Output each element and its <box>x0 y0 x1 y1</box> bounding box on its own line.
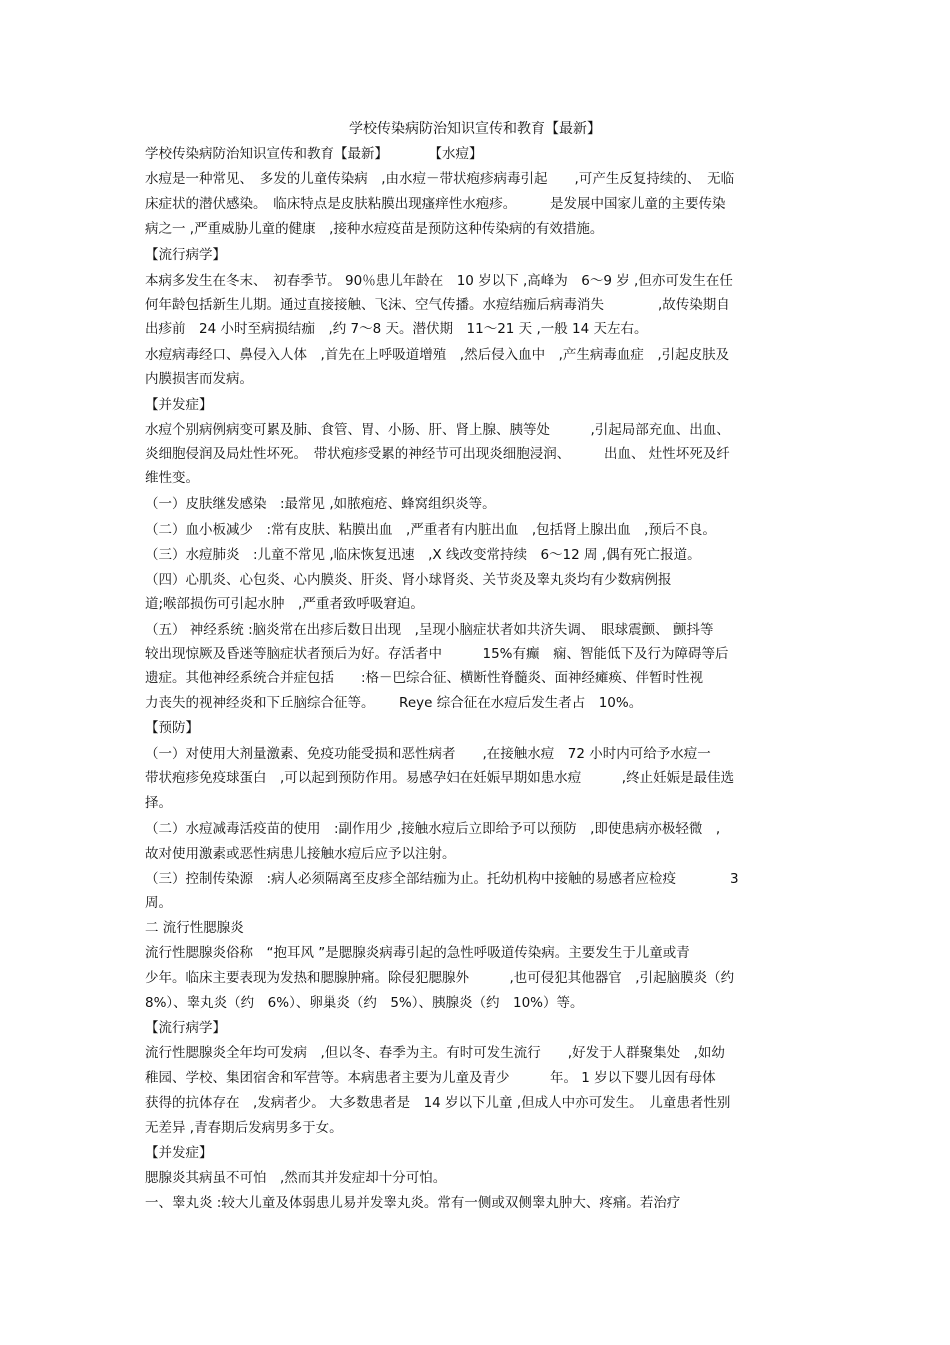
text-line: 何年龄包括新生儿期。通过直接接触、飞沫、空气传播。水痘结痂后病毒消失 ,故传染期自 <box>145 297 730 313</box>
section-heading: 【流行病学】 <box>145 247 226 263</box>
text-line: 8%）、睾丸炎（约 6%）、卵巢炎（约 5%）、胰腺炎（约 10%）等。 <box>145 995 584 1011</box>
text-line: （一）皮肤继发感染 :最常见 ,如脓疱疮、蜂窝组织炎等。 <box>145 496 496 512</box>
text-line: 内膜损害而发病。 <box>145 371 253 387</box>
text-line: 流行性腮腺炎全年均可发病 ,但以冬、春季为主。有时可发生流行 ,好发于人群聚集处 ,如幼 <box>145 1045 725 1061</box>
text-line: 少年。临床主要表现为发热和腮腺肿痛。除侵犯腮腺外 ,也可侵犯其他器官 ,引起脑膜炎（约 <box>145 970 735 986</box>
text-line: 获得的抗体存在 ,发病者少。 大多数患者是 14 岁以下儿童 ,但成人中亦可发生。 儿童患者性别 <box>145 1095 731 1111</box>
page-title: 学校传染病防治知识宣传和教育【最新】 <box>349 121 601 137</box>
text-line: 一、睾丸炎 :较大儿童及体弱患儿易并发睾丸炎。常有一侧或双侧睾丸肿大、疼痛。若治疗 <box>145 1195 681 1211</box>
text-line: 炎细胞侵润及局灶性坏死。 带状疱疹受累的神经节可出现炎细胞浸润、 出血、 灶性坏死及纤 <box>145 446 730 462</box>
section-heading: 【并发症】 <box>145 397 213 413</box>
text-line: 水痘个别病例病变可累及肺、食管、胃、小肠、肝、肾上腺、胰等处 ,引起局部充血、出血、 <box>145 422 730 438</box>
section-heading: 【并发症】 <box>145 1145 213 1161</box>
text-line: （一）对使用大剂量激素、免疫功能受损和恶性病者 ,在接触水痘 72 小时内可给予水痘一 <box>145 746 711 762</box>
text-line: （二）血小板减少 :常有皮肤、粘膜出血 ,严重者有内脏出血 ,包括肾上腺出血 ,预后不良。 <box>145 522 716 538</box>
text-line: 较出现惊厥及昏迷等脑症状者预后为好。存活者中 15%有癫 痫、智能低下及行为障碍等后 <box>145 646 729 662</box>
text-line: 无差异 ,青春期后发病男多于女。 <box>145 1120 343 1136</box>
text-line: 带状疱疹免疫球蛋白 ,可以起到预防作用。易感孕妇在妊娠早期如患水痘 ,终止妊娠是最佳选 <box>145 770 735 786</box>
text-line: （三）控制传染源 :病人必须隔离至皮疹全部结痂为止。托幼机构中接触的易感者应检疫 3 <box>145 871 739 887</box>
text-line: 本病多发生在冬末、 初春季节。 90％患儿年龄在 10 岁以下 ,高峰为 6～9 岁 ,但亦可发生在任 <box>145 273 733 289</box>
text-line: 道;喉部损伤可引起水肿 ,严重者致呼吸窘迫。 <box>145 596 424 612</box>
text-line: 故对使用激素或恶性病患儿接触水痘后应予以注射。 <box>145 846 456 862</box>
text-line: 病之一 ,严重威胁儿童的健康 ,接种水痘疫苗是预防这种传染病的有效措施。 <box>145 221 604 237</box>
text-line: 水痘是一种常见、 多发的儿童传染病 ,由水痘－带状疱疹病毒引起 ,可产生反复持续的、 无临 <box>145 171 735 187</box>
text-line: （四）心肌炎、心包炎、心内膜炎、肝炎、肾小球肾炎、关节炎及睾丸炎均有少数病例报 <box>145 572 672 588</box>
text-line: （三）水痘肺炎 :儿童不常见 ,临床恢复迅速 ,X 线改变常持续 6～12 周 ,偶有死亡报道。 <box>145 547 701 563</box>
text-line: 腮腺炎其病虽不可怕 ,然而其并发症却十分可怕。 <box>145 1170 447 1186</box>
text-line: 维性变。 <box>145 470 199 486</box>
text-line: 周。 <box>145 895 172 911</box>
section-heading: 二 流行性腮腺炎 <box>145 920 244 936</box>
text-line: （五） 神经系统 :脑炎常在出疹后数日出现 ,呈现小脑症状者如共济失调、 眼球震颤、 颤抖等 <box>145 622 714 638</box>
text-line: 学校传染病防治知识宣传和教育【最新】 【水痘】 <box>145 146 483 162</box>
text-line: 水痘病毒经口、鼻侵入人体 ,首先在上呼吸道增殖 ,然后侵入血中 ,产生病毒血症 ,引起皮肤及 <box>145 347 730 363</box>
text-line: 力丧失的视神经炎和下丘脑综合征等。 Reye 综合征在水痘后发生者占 10%。 <box>145 695 643 711</box>
text-line: 床症状的潜伏感染。 临床特点是皮肤粘膜出现瘙痒性水疱疹。 是发展中国家儿童的主要传染 <box>145 196 726 212</box>
text-line: （二）水痘减毒活疫苗的使用 :副作用少 ,接触水痘后立即给予可以预防 ,即使患病亦极轻微 , <box>145 821 721 837</box>
text-line: 流行性腮腺炎俗称 “抱耳风 ”是腮腺炎病毒引起的急性呼吸道传染病。主要发生于儿童或青 <box>145 945 690 961</box>
text-line: 出疹前 24 小时至病损结痂 ,约 7～8 天。潜伏期 11～21 天 ,一般 14 天左右。 <box>145 321 648 337</box>
text-line: 遗症。其他神经系统合并症包括 :格－巴综合征、横断性脊髓炎、面神经瘫痪、伴暂时性视 <box>145 670 704 686</box>
text-line: 稚园、学校、集团宿舍和军营等。本病患者主要为儿童及青少 年。 1 岁以下婴儿因有母体 <box>145 1070 716 1086</box>
text-line: 择。 <box>145 795 172 811</box>
section-heading: 【预防】 <box>145 720 199 736</box>
section-heading: 【流行病学】 <box>145 1020 226 1036</box>
